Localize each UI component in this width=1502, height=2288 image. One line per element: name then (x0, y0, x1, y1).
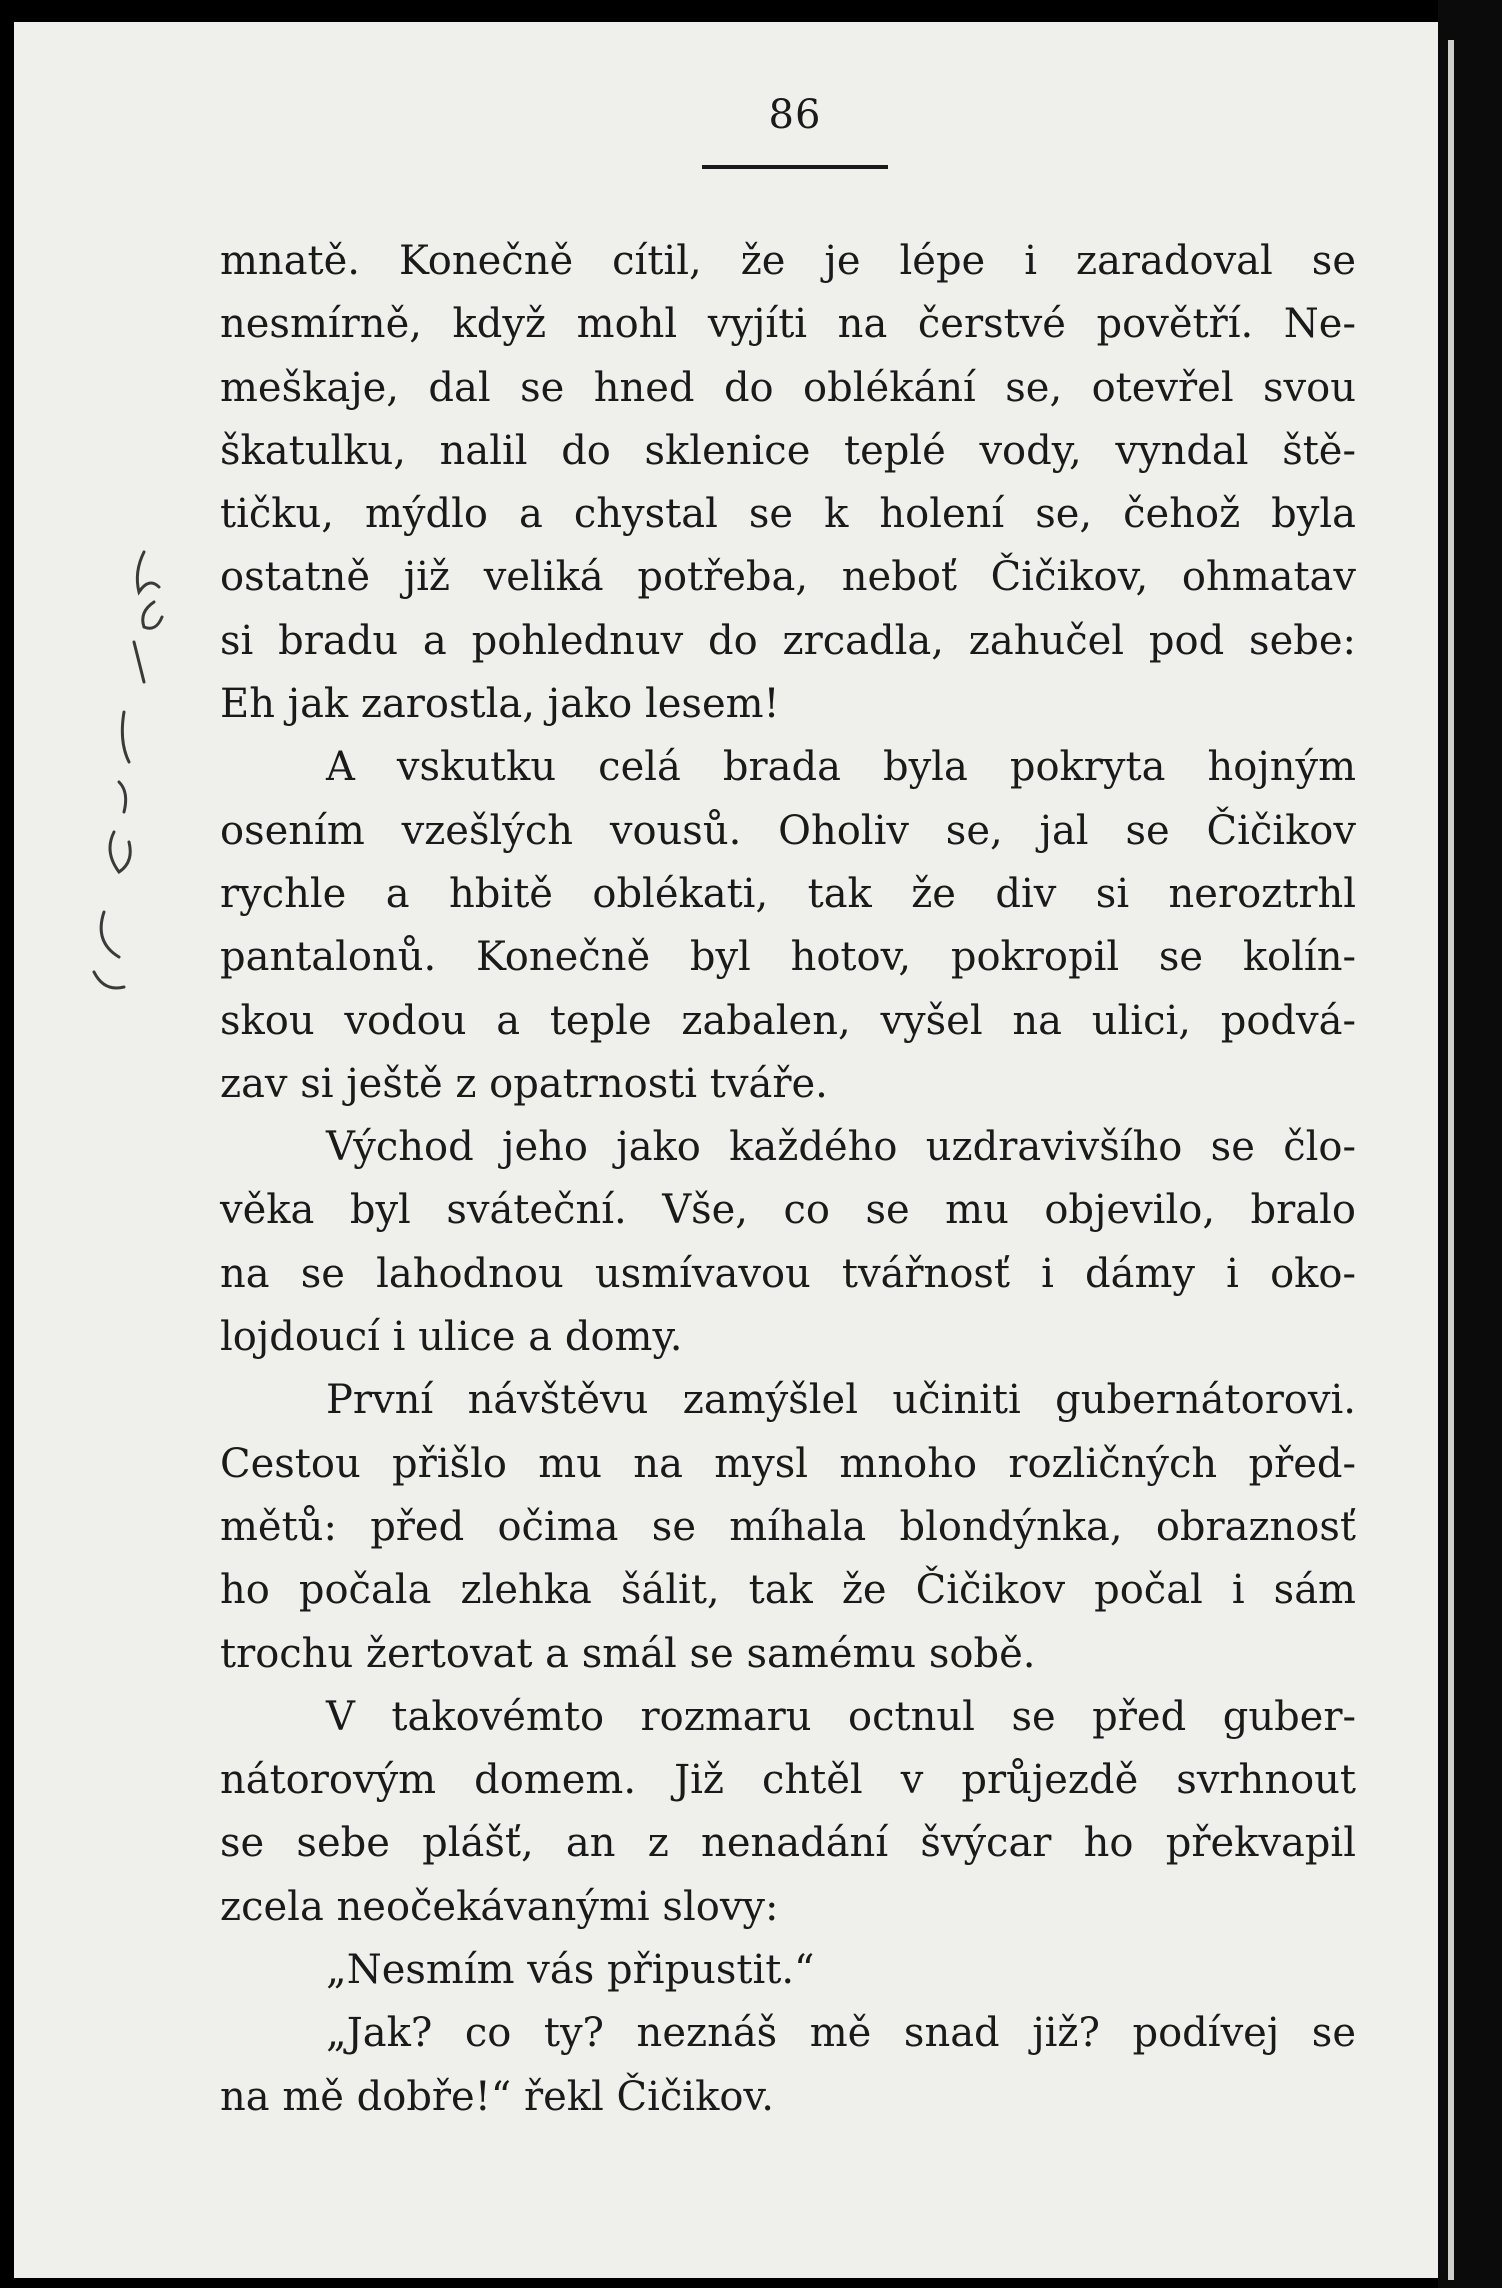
text-line: Eh jak zarostla, jako lesem! (220, 681, 780, 728)
text-line: škatulku, nalil do sklenice teplé vody, vyndal ště- (220, 427, 1356, 474)
text-line: osením vzešlých vousů. Oholiv se, jal se Čičikov (220, 807, 1356, 854)
text-line: Cestou přišlo mu na mysl mnoho rozličných před- (220, 1440, 1356, 1487)
text-line: meškaje, dal se hned do oblékání se, otevřel svou (220, 364, 1356, 411)
text-line: „Jak? co ty? neznáš mě snad již? podívej se (326, 2010, 1356, 2057)
text-line: tičku, mýdlo a chystal se k holení se, čehož byla (220, 491, 1356, 538)
text-line: si bradu a pohlednuv do zrcadla, zahučel pod sebe: (220, 617, 1356, 664)
adjacent-page-edge (1448, 40, 1454, 2280)
body-text (220, 230, 1356, 2129)
text-line: mnatě. Konečně cítil, že je lépe i zaradoval se (220, 238, 1356, 284)
text-line: mětů: před očima se míhala blondýnka, obraznosť (220, 1503, 1356, 1550)
scan-border (1438, 0, 1502, 2288)
text-line: rychle a hbitě oblékati, tak že div si neroztrhl (220, 870, 1356, 917)
text-line: První návštěvu zamýšlel učiniti gubernátorovi. (326, 1377, 1356, 1424)
text-line: ostatně již veliká potřeba, neboť Čičikov, ohmatav (220, 554, 1356, 601)
text-line: trochu žertovat a smál se samému sobě. (220, 1630, 1036, 1677)
text-line: lojdoucí i ulice a domy. (220, 1314, 683, 1361)
text-line: věka byl sváteční. Vše, co se mu objevilo, bralo (220, 1187, 1356, 1234)
text-line: nátorovým domem. Již chtěl v průjezdě svrhnout (220, 1757, 1356, 1804)
page-number: 86 (768, 92, 822, 138)
text-line: ho počala zlehka šálit, tak že Čičikov počal i sám (220, 1567, 1356, 1614)
text-line: „Nesmím vás připustit.“ (326, 1947, 815, 1994)
page-number-rule (702, 165, 888, 169)
text-line: zcela neočekávanými slovy: (220, 1883, 779, 1930)
handwritten-margin-note-icon (74, 532, 194, 1032)
text-line: Východ jeho jako každého uzdravivšího se člo- (326, 1124, 1356, 1171)
book-page (14, 22, 1438, 2278)
text-line: zav si ještě z opatrnosti tváře. (220, 1060, 828, 1107)
text-line: pantalonů. Konečně byl hotov, pokropil se kolín- (220, 934, 1356, 981)
text-line: A vskutku celá brada byla pokryta hojným (326, 744, 1356, 791)
text-line: skou vodou a teple zabalen, vyšel na ulici, podvá- (220, 997, 1356, 1044)
text-line: nesmírně, když mohl vyjíti na čerstvé povětří. Ne- (220, 301, 1356, 348)
text-line: na se lahodnou usmívavou tvářnosť i dámy i oko- (220, 1250, 1356, 1297)
text-line: na mě dobře!“ řekl Čičikov. (220, 2073, 774, 2120)
text-line: V takovémto rozmaru octnul se před guber- (326, 1693, 1356, 1740)
text-line: se sebe plášť, an z nenadání švýcar ho překvapil (220, 1820, 1356, 1867)
